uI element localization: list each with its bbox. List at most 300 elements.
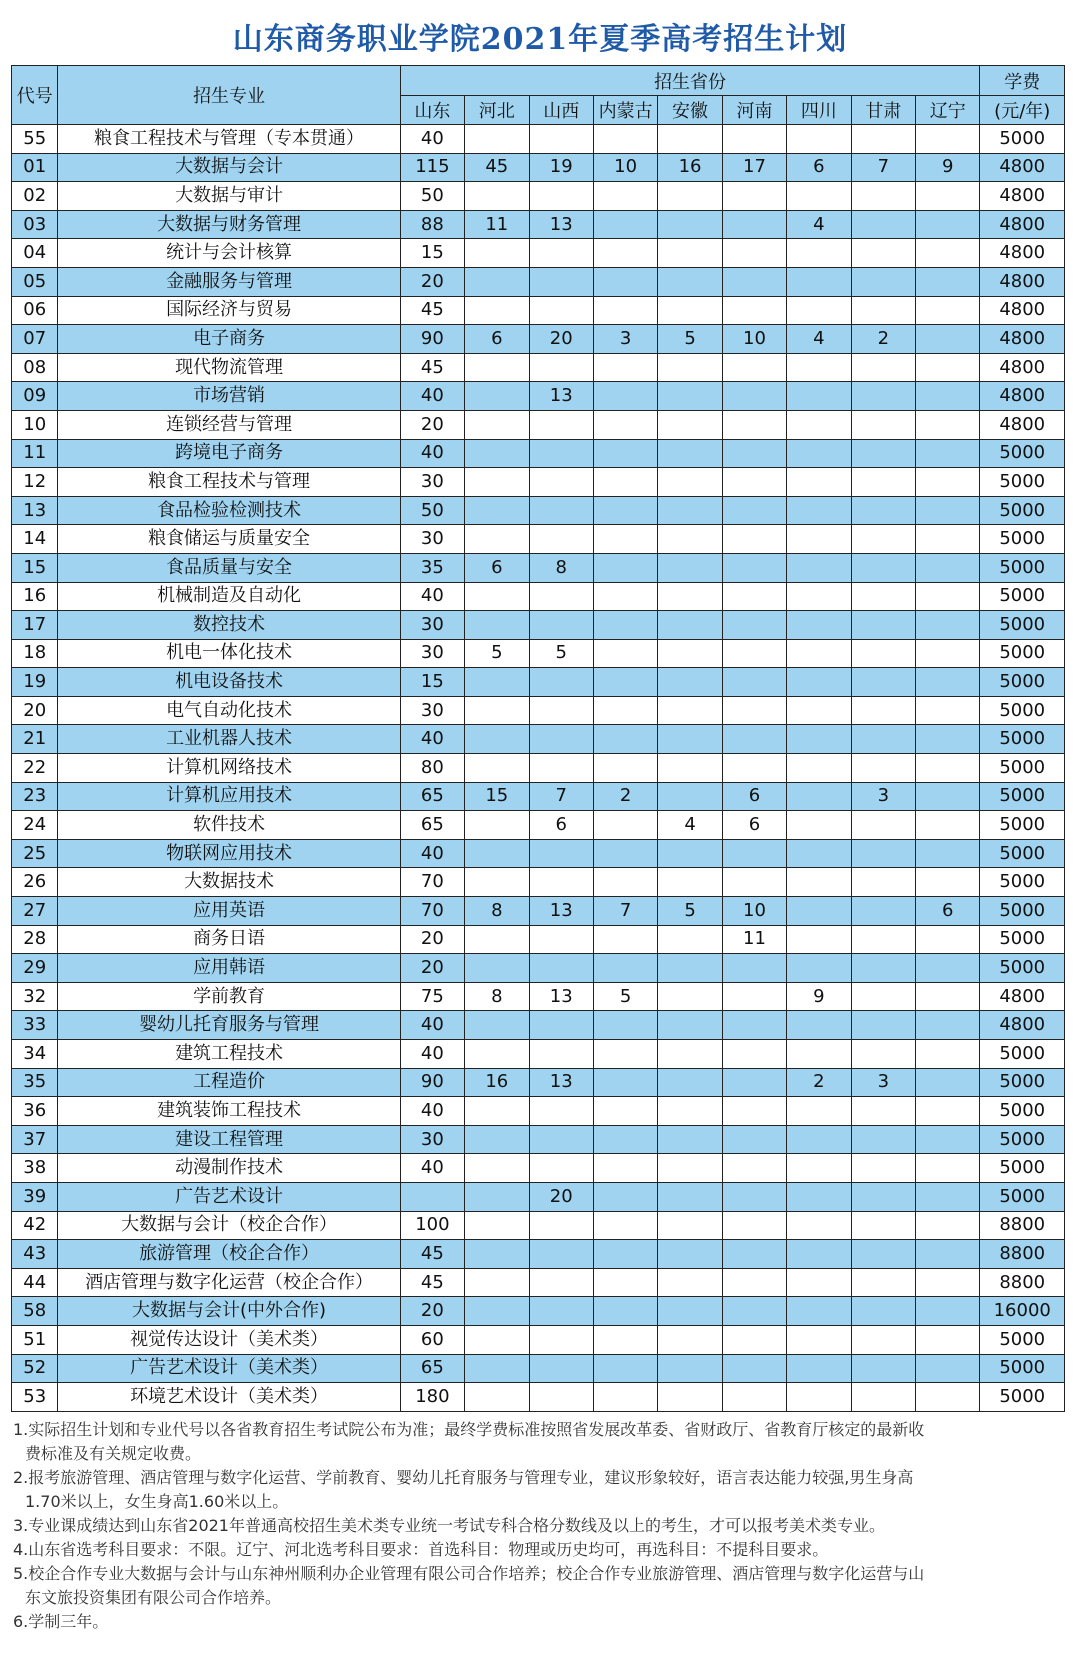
province-count-cell	[593, 239, 657, 268]
province-count-cell	[916, 925, 980, 954]
province-count-cell: 16	[465, 1068, 529, 1097]
table-row	[12, 125, 1065, 154]
table-row	[12, 1182, 1065, 1211]
province-count-cell	[529, 1268, 593, 1297]
major-cell: 机电一体化技术	[58, 639, 400, 668]
code-cell: 02	[12, 182, 58, 211]
province-count-cell	[529, 1383, 593, 1412]
province-count-cell	[851, 182, 915, 211]
province-count-cell	[465, 1040, 529, 1069]
code-cell: 21	[12, 725, 58, 754]
province-header: 河南	[722, 96, 786, 125]
tuition-cell: 5000	[980, 1097, 1065, 1126]
tuition-cell: 5000	[980, 1354, 1065, 1383]
province-count-cell	[529, 296, 593, 325]
province-count-cell	[916, 267, 980, 296]
province-count-cell	[851, 954, 915, 983]
province-count-cell	[593, 1040, 657, 1069]
major-cell: 广告艺术设计（美术类）	[58, 1354, 400, 1383]
tuition-cell: 5000	[980, 125, 1065, 154]
tuition-cell: 16000	[980, 1297, 1065, 1326]
province-count-cell	[787, 1040, 851, 1069]
major-cell: 机电设备技术	[58, 668, 400, 697]
province-count-cell	[787, 1383, 851, 1412]
province-count-cell: 2	[851, 325, 915, 354]
tuition-cell: 4800	[980, 182, 1065, 211]
province-count-cell	[722, 639, 786, 668]
code-cell: 42	[12, 1211, 58, 1240]
code-cell: 28	[12, 925, 58, 954]
province-count-cell	[916, 954, 980, 983]
province-count-cell: 6	[916, 897, 980, 926]
code-cell: 12	[12, 468, 58, 497]
table-row	[12, 468, 1065, 497]
table-row	[12, 325, 1065, 354]
tuition-cell: 5000	[980, 1040, 1065, 1069]
code-cell: 16	[12, 582, 58, 611]
province-count-cell: 10	[722, 897, 786, 926]
province-count-cell	[529, 496, 593, 525]
province-count-cell	[851, 1354, 915, 1383]
province-count-cell	[787, 382, 851, 411]
code-cell: 15	[12, 553, 58, 582]
province-count-cell	[916, 782, 980, 811]
province-count-cell	[787, 1097, 851, 1126]
code-cell: 01	[12, 153, 58, 182]
province-count-cell	[722, 296, 786, 325]
province-count-cell	[529, 439, 593, 468]
note-line: 费标准及有关规定收费。	[25, 1444, 202, 1463]
province-count-cell	[851, 1182, 915, 1211]
province-count-cell	[465, 1097, 529, 1126]
province-count-cell: 65	[400, 782, 464, 811]
province-count-cell	[529, 582, 593, 611]
province-count-cell	[529, 725, 593, 754]
province-count-cell	[722, 496, 786, 525]
province-count-cell	[722, 439, 786, 468]
province-count-cell	[658, 1240, 722, 1269]
table-row	[12, 296, 1065, 325]
enrollment-plan-table	[11, 65, 1065, 1412]
province-count-cell: 13	[529, 982, 593, 1011]
province-count-cell: 2	[787, 1068, 851, 1097]
province-count-cell	[593, 611, 657, 640]
table-row	[12, 1211, 1065, 1240]
code-cell: 19	[12, 668, 58, 697]
province-count-cell: 3	[851, 1068, 915, 1097]
province-count-cell	[529, 525, 593, 554]
province-count-cell	[400, 1182, 464, 1211]
major-cell: 物联网应用技术	[58, 839, 400, 868]
major-cell: 大数据与审计	[58, 182, 400, 211]
province-count-cell: 15	[465, 782, 529, 811]
table-row	[12, 754, 1065, 783]
table-row	[12, 382, 1065, 411]
table-row	[12, 525, 1065, 554]
province-count-cell	[593, 582, 657, 611]
province-count-cell: 9	[916, 153, 980, 182]
province-count-cell	[916, 210, 980, 239]
province-count-cell	[465, 925, 529, 954]
province-count-cell	[465, 353, 529, 382]
code-cell: 23	[12, 782, 58, 811]
province-count-cell: 13	[529, 1068, 593, 1097]
province-count-cell	[916, 125, 980, 154]
province-count-cell: 75	[400, 982, 464, 1011]
province-count-cell	[722, 1354, 786, 1383]
province-count-cell	[916, 382, 980, 411]
major-cell: 电子商务	[58, 325, 400, 354]
province-count-cell: 45	[400, 1268, 464, 1297]
province-count-cell: 40	[400, 1154, 464, 1183]
province-count-cell	[593, 382, 657, 411]
province-count-cell	[851, 868, 915, 897]
province-count-cell: 20	[400, 1297, 464, 1326]
province-count-cell	[465, 410, 529, 439]
province-count-cell: 5	[658, 325, 722, 354]
province-count-cell: 11	[465, 210, 529, 239]
table-row	[12, 1383, 1065, 1412]
province-count-cell	[851, 1240, 915, 1269]
province-count-cell: 6	[529, 811, 593, 840]
province-count-cell	[722, 1182, 786, 1211]
province-count-cell	[722, 553, 786, 582]
province-count-cell: 4	[787, 325, 851, 354]
province-count-cell	[593, 954, 657, 983]
code-cell: 27	[12, 897, 58, 926]
code-cell: 07	[12, 325, 58, 354]
tuition-cell: 5000	[980, 811, 1065, 840]
province-count-cell	[916, 1154, 980, 1183]
province-count-cell	[851, 668, 915, 697]
province-header: 四川	[787, 96, 851, 125]
code-cell: 44	[12, 1268, 58, 1297]
table-body	[12, 125, 1065, 1412]
province-count-cell	[787, 267, 851, 296]
province-count-cell: 6	[465, 325, 529, 354]
code-cell: 09	[12, 382, 58, 411]
table-row	[12, 210, 1065, 239]
province-count-cell: 6	[465, 553, 529, 582]
province-count-cell	[658, 1211, 722, 1240]
province-count-cell	[722, 525, 786, 554]
province-count-cell	[529, 839, 593, 868]
province-count-cell	[722, 1154, 786, 1183]
major-cell: 动漫制作技术	[58, 1154, 400, 1183]
province-count-cell	[787, 553, 851, 582]
province-count-cell	[916, 296, 980, 325]
province-count-cell	[593, 1154, 657, 1183]
code-cell: 25	[12, 839, 58, 868]
province-count-cell	[851, 1383, 915, 1412]
major-cell: 学前教育	[58, 982, 400, 1011]
code-header: 代号	[12, 66, 58, 125]
code-cell: 35	[12, 1068, 58, 1097]
province-count-cell	[658, 1383, 722, 1412]
province-header: 辽宁	[916, 96, 980, 125]
major-cell: 市场营销	[58, 382, 400, 411]
province-count-cell: 20	[529, 1182, 593, 1211]
province-count-cell	[722, 725, 786, 754]
province-count-cell	[465, 1325, 529, 1354]
province-count-cell: 8	[465, 897, 529, 926]
province-count-cell	[722, 468, 786, 497]
table-row	[12, 1325, 1065, 1354]
province-count-cell	[658, 982, 722, 1011]
province-count-cell	[916, 353, 980, 382]
tuition-cell: 4800	[980, 239, 1065, 268]
code-cell: 51	[12, 1325, 58, 1354]
province-count-cell: 20	[529, 325, 593, 354]
province-count-cell	[722, 1240, 786, 1269]
province-count-cell: 40	[400, 125, 464, 154]
province-count-cell	[851, 1297, 915, 1326]
province-count-cell	[787, 439, 851, 468]
province-count-cell	[787, 1182, 851, 1211]
province-count-cell	[722, 267, 786, 296]
table-row	[12, 897, 1065, 926]
code-cell: 32	[12, 982, 58, 1011]
tuition-cell: 5000	[980, 1383, 1065, 1412]
table-header	[12, 66, 1065, 125]
province-count-cell: 40	[400, 439, 464, 468]
province-count-cell	[658, 725, 722, 754]
province-count-cell: 3	[593, 325, 657, 354]
note-line: 1.70米以上，女生身高1.60米以上。	[25, 1492, 289, 1511]
code-cell: 26	[12, 868, 58, 897]
province-count-cell: 30	[400, 468, 464, 497]
province-count-cell	[916, 553, 980, 582]
province-count-cell	[593, 668, 657, 697]
province-count-cell	[593, 725, 657, 754]
province-count-cell: 40	[400, 1040, 464, 1069]
province-count-cell	[529, 239, 593, 268]
province-count-cell: 100	[400, 1211, 464, 1240]
code-cell: 10	[12, 410, 58, 439]
province-count-cell	[658, 639, 722, 668]
province-count-cell	[851, 1154, 915, 1183]
province-count-cell	[787, 611, 851, 640]
table-row	[12, 839, 1065, 868]
major-cell: 跨境电子商务	[58, 439, 400, 468]
province-count-cell	[916, 1097, 980, 1126]
province-count-cell	[916, 696, 980, 725]
major-cell: 金融服务与管理	[58, 267, 400, 296]
province-count-cell	[465, 267, 529, 296]
table-row	[12, 954, 1065, 983]
tuition-cell: 5000	[980, 1325, 1065, 1354]
province-count-cell	[658, 1011, 722, 1040]
tuition-cell: 5000	[980, 925, 1065, 954]
province-count-cell	[851, 382, 915, 411]
province-count-cell: 20	[400, 267, 464, 296]
province-count-cell	[787, 1211, 851, 1240]
province-count-cell	[658, 1268, 722, 1297]
province-count-cell	[658, 125, 722, 154]
province-count-cell	[722, 839, 786, 868]
province-count-cell: 80	[400, 754, 464, 783]
province-count-cell	[851, 496, 915, 525]
major-cell: 酒店管理与数字化运营（校企合作）	[58, 1268, 400, 1297]
province-count-cell	[851, 611, 915, 640]
code-cell: 22	[12, 754, 58, 783]
province-count-cell	[916, 1268, 980, 1297]
province-count-cell	[787, 725, 851, 754]
province-count-cell: 40	[400, 839, 464, 868]
province-count-cell: 40	[400, 382, 464, 411]
tuition-cell: 8800	[980, 1240, 1065, 1269]
province-count-cell: 13	[529, 897, 593, 926]
province-count-cell: 30	[400, 639, 464, 668]
code-cell: 11	[12, 439, 58, 468]
table-row	[12, 868, 1065, 897]
province-count-cell	[851, 267, 915, 296]
major-cell: 大数据与财务管理	[58, 210, 400, 239]
province-count-cell	[722, 1040, 786, 1069]
province-count-cell	[465, 468, 529, 497]
province-count-cell	[593, 1383, 657, 1412]
province-count-cell	[787, 1354, 851, 1383]
province-count-cell	[658, 296, 722, 325]
province-count-cell: 6	[722, 782, 786, 811]
province-count-cell	[916, 1297, 980, 1326]
province-count-cell	[593, 811, 657, 840]
province-count-cell	[658, 267, 722, 296]
province-count-cell: 5	[593, 982, 657, 1011]
province-count-cell	[916, 1325, 980, 1354]
province-count-cell	[593, 1325, 657, 1354]
table-row	[12, 239, 1065, 268]
province-count-cell	[722, 982, 786, 1011]
province-count-cell	[529, 1097, 593, 1126]
province-count-cell	[722, 1097, 786, 1126]
province-count-cell	[465, 1125, 529, 1154]
province-count-cell	[593, 496, 657, 525]
code-cell: 39	[12, 1182, 58, 1211]
province-count-cell	[916, 839, 980, 868]
province-count-cell	[916, 410, 980, 439]
table-row	[12, 410, 1065, 439]
code-cell: 38	[12, 1154, 58, 1183]
major-cell: 环境艺术设计（美术类）	[58, 1383, 400, 1412]
province-count-cell	[851, 468, 915, 497]
major-cell: 粮食储运与质量安全	[58, 525, 400, 554]
major-cell: 粮食工程技术与管理	[58, 468, 400, 497]
tuition-cell: 5000	[980, 468, 1065, 497]
province-count-cell	[851, 582, 915, 611]
province-count-cell	[851, 811, 915, 840]
major-cell: 婴幼儿托育服务与管理	[58, 1011, 400, 1040]
province-count-cell	[787, 954, 851, 983]
province-count-cell: 45	[400, 353, 464, 382]
province-count-cell	[851, 439, 915, 468]
province-count-cell	[658, 439, 722, 468]
province-header: 内蒙古	[593, 96, 657, 125]
province-count-cell	[722, 125, 786, 154]
tuition-cell: 8800	[980, 1268, 1065, 1297]
province-count-cell	[658, 696, 722, 725]
province-count-cell: 180	[400, 1383, 464, 1412]
province-count-cell	[916, 1383, 980, 1412]
province-count-cell	[916, 496, 980, 525]
province-count-cell: 90	[400, 1068, 464, 1097]
province-count-cell	[465, 868, 529, 897]
province-count-cell	[787, 296, 851, 325]
major-cell: 建设工程管理	[58, 1125, 400, 1154]
table-row	[12, 811, 1065, 840]
province-count-cell: 45	[400, 296, 464, 325]
province-count-cell: 13	[529, 382, 593, 411]
province-count-cell	[593, 839, 657, 868]
province-count-cell	[916, 1011, 980, 1040]
province-count-cell	[658, 382, 722, 411]
province-count-cell	[787, 353, 851, 382]
province-count-cell	[658, 954, 722, 983]
province-count-cell	[787, 1011, 851, 1040]
province-count-cell	[529, 1297, 593, 1326]
tuition-cell: 5000	[980, 868, 1065, 897]
province-count-cell	[722, 754, 786, 783]
note-line: 5.校企合作专业大数据与会计与山东神州顺利办企业管理有限公司合作培养；校企合作专业旅游管理、酒店管理与数字化运营与山	[13, 1564, 925, 1583]
province-count-cell	[851, 1211, 915, 1240]
province-count-cell	[465, 696, 529, 725]
province-count-cell	[851, 897, 915, 926]
province-count-cell	[722, 1268, 786, 1297]
tuition-cell: 5000	[980, 696, 1065, 725]
province-header: 安徽	[658, 96, 722, 125]
province-count-cell: 10	[722, 325, 786, 354]
major-cell: 统计与会计核算	[58, 239, 400, 268]
province-count-cell	[593, 868, 657, 897]
table-row	[12, 611, 1065, 640]
province-count-cell	[916, 639, 980, 668]
major-cell: 现代物流管理	[58, 353, 400, 382]
page-title: 山东商务职业学院2021年夏季高考招生计划	[232, 22, 848, 57]
province-count-cell	[787, 811, 851, 840]
province-count-cell	[529, 1211, 593, 1240]
province-count-cell	[593, 1354, 657, 1383]
province-count-cell	[851, 925, 915, 954]
province-count-cell	[529, 468, 593, 497]
province-count-cell	[916, 182, 980, 211]
province-count-cell: 70	[400, 897, 464, 926]
tuition-cell: 5000	[980, 725, 1065, 754]
province-count-cell	[851, 296, 915, 325]
province-count-cell	[658, 1097, 722, 1126]
table-row	[12, 1268, 1065, 1297]
province-count-cell	[593, 696, 657, 725]
note-line: 4.山东省选考科目要求：不限。辽宁、河北选考科目要求：首选科目：物理或历史均可，再选科目：不提科目要求。	[13, 1540, 829, 1559]
province-count-cell: 50	[400, 496, 464, 525]
province-count-cell	[851, 1325, 915, 1354]
province-count-cell	[722, 954, 786, 983]
major-cell: 大数据与会计	[58, 153, 400, 182]
province-count-cell	[465, 611, 529, 640]
tuition-cell: 5000	[980, 1154, 1065, 1183]
province-count-cell	[916, 811, 980, 840]
province-count-cell	[529, 410, 593, 439]
code-cell: 06	[12, 296, 58, 325]
tuition-cell: 8800	[980, 1211, 1065, 1240]
code-cell: 58	[12, 1297, 58, 1326]
province-count-cell	[593, 1268, 657, 1297]
code-cell: 20	[12, 696, 58, 725]
province-header: 山东	[400, 96, 464, 125]
province-count-cell	[465, 839, 529, 868]
province-count-cell	[722, 182, 786, 211]
province-count-cell: 16	[658, 153, 722, 182]
province-count-cell	[465, 954, 529, 983]
